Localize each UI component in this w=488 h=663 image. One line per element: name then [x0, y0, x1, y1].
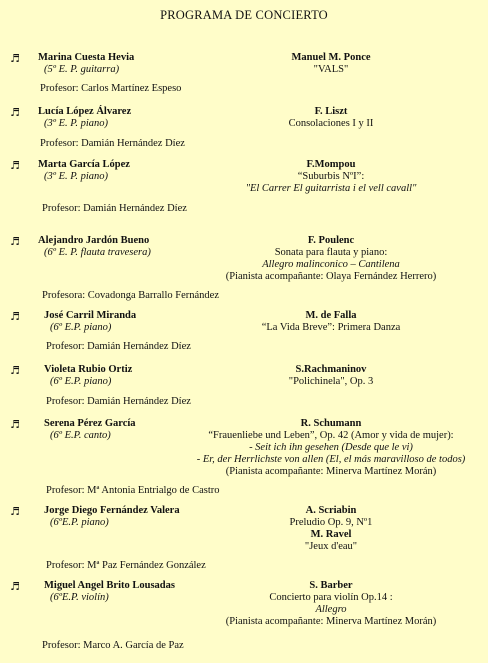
work-line: Concierto para violín Op.14 : [269, 592, 393, 603]
performer-name: Alejandro Jardón Bueno [38, 235, 150, 246]
performer-name: José Carril Miranda [44, 310, 137, 321]
work-line: Preludio Op. 9, Nº1 [289, 517, 373, 528]
work-line: (Pianista acompañante: Minerva Martínez Morán) [225, 466, 437, 477]
music-note-icon: ♬ [10, 580, 20, 593]
performer-instrument: (3º E. P. piano) [44, 171, 109, 182]
work-line: Allegro malinconico – Cantilena [262, 259, 400, 270]
work-block [196, 106, 466, 130]
performer-instrument: (6º E.P. canto) [50, 430, 111, 441]
performer-instrument: (6ºE.P. violín) [50, 592, 109, 603]
music-note-icon: ♬ [10, 505, 20, 518]
performer-name: Serena Pérez García [44, 418, 136, 429]
composer-name: S. Barber [309, 580, 353, 591]
work-line: - Er, der Herrlichste von allen (El, el más maravilloso de todos) [196, 454, 466, 465]
composer-name: A. Scriabin [305, 505, 357, 516]
performer-instrument: (6º E.P. piano) [50, 376, 112, 387]
work-block [196, 52, 466, 76]
composer-name: R. Schumann [300, 418, 362, 429]
performer-instrument: (5º E. P. guitarra) [44, 64, 120, 75]
composer-name: M. Ravel [310, 529, 352, 540]
work-line: “Frauenliebe und Leben”, Op. 42 (Amor y vida de mujer): [208, 430, 454, 441]
work-block [196, 580, 466, 628]
composer-name: M. de Falla [305, 310, 357, 321]
performer-name: Miguel Angel Brito Lousadas [44, 580, 175, 591]
performer-name: Lucía López Álvarez [38, 106, 132, 117]
page-title: PROGRAMA DE CONCIERTO [160, 8, 328, 22]
work-block [196, 159, 466, 195]
work-line: "Polichinela", Op. 3 [288, 376, 374, 387]
music-note-icon: ♬ [10, 235, 20, 248]
teacher-line: Profesor: Damián Hernández Díez [42, 203, 187, 214]
work-line: "VALS" [313, 64, 349, 75]
work-line: “La Vida Breve”: Primera Danza [261, 322, 401, 333]
music-note-icon: ♬ [10, 52, 20, 65]
work-line: "El Carrer El guitarrista i el vell cavall" [245, 183, 417, 194]
teacher-line: Profesor: Damián Hernández Díez [46, 396, 191, 407]
work-line: (Pianista acompañante: Minerva Martínez Morán) [225, 616, 437, 627]
composer-name: F. Poulenc [307, 235, 355, 246]
teacher-line: Profesor: Damián Hernández Díez [40, 138, 185, 149]
work-block [196, 418, 466, 478]
work-line: Sonata para flauta y piano: [274, 247, 388, 258]
teacher-line: Profesor: Carlos Martínez Espeso [40, 83, 182, 94]
work-line: "Jeux d'eau" [304, 541, 358, 552]
performer-instrument: (6º E. P. flauta travesera) [44, 247, 151, 258]
teacher-line: Profesora: Covadonga Barrallo Fernández [42, 290, 219, 301]
teacher-line: Profesor: Marco A. García de Paz [42, 640, 184, 651]
performer-name: Jorge Diego Fernández Valera [44, 505, 180, 516]
composer-name: F.Mompou [306, 159, 356, 170]
work-line: “Suburbis NºI”: [297, 171, 365, 182]
work-block [196, 310, 466, 334]
composer-name: S.Rachmaninov [295, 364, 367, 375]
work-line: - Seit ich ihn gesehen (Desde que le vi) [249, 442, 413, 453]
teacher-line: Profesor: Mª Paz Fernández González [46, 560, 206, 571]
composer-name: Manuel M. Ponce [291, 52, 371, 63]
music-note-icon: ♬ [10, 159, 20, 172]
work-line: Consolaciones I y II [288, 118, 374, 129]
music-note-icon: ♬ [10, 418, 20, 431]
music-note-icon: ♬ [10, 310, 20, 323]
performer-instrument: (6ºE.P. piano) [50, 517, 109, 528]
performer-instrument: (6º E.P. piano) [50, 322, 112, 333]
performer-instrument: (3º E. P. piano) [44, 118, 109, 129]
work-block [196, 364, 466, 388]
teacher-line: Profesor: Mª Antonia Entrialgo de Castro [46, 485, 220, 496]
music-note-icon: ♬ [10, 364, 20, 377]
performer-name: Marta García López [38, 159, 130, 170]
performer-name: Marina Cuesta Hevia [38, 52, 135, 63]
work-block [196, 505, 466, 553]
music-note-icon: ♬ [10, 106, 20, 119]
composer-name: F. Liszt [314, 106, 348, 117]
performer-name: Violeta Rubio Ortiz [44, 364, 133, 375]
work-line: (Pianista acompañante: Olaya Fernández Herrero) [225, 271, 437, 282]
work-line: Allegro [315, 604, 347, 615]
work-block [196, 235, 466, 283]
teacher-line: Profesor: Damián Hernández Díez [46, 341, 191, 352]
